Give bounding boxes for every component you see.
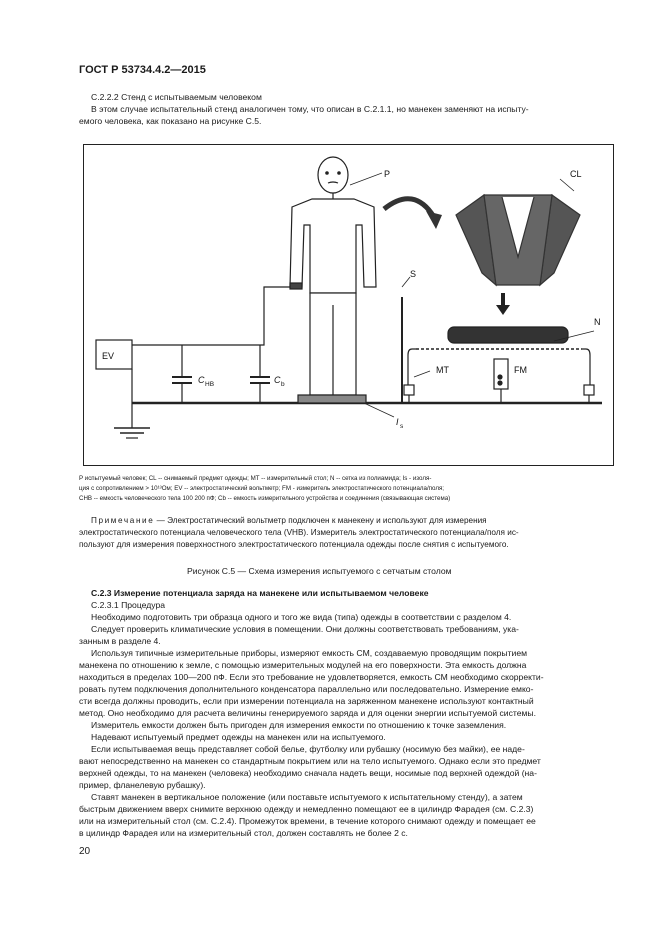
para-5-line-1: Надевают испытуемый предмет одежды на манекен или на испытуемого. — [91, 732, 386, 742]
label-chb-sub: HB — [205, 381, 215, 388]
para-7-line-4: в цилиндр Фарадея или на измерительный стол, должен составлять не более 2 с. — [79, 828, 408, 838]
label-is: I — [396, 417, 399, 427]
para-3-line-2: манекена по отношению к земле, с помощью измерительных модулей на его поверхности. Эта емкость должна — [79, 660, 527, 670]
figure-legend-line-3: CHB -- емкость человеческого тела 100 200 пФ; Cb -- емкость измерительного устройства и соединения (связывающая система) — [79, 495, 451, 502]
para-7-line-2: быстрым движением вверх снимите верхнюю одежду и немедленно помещают ее в цилиндр Фарадея (см. С.2.3) — [79, 804, 534, 814]
para-3-line-6: метод. Оно необходимо для расчета величины генерируемого заряда и для оценки энергии испытуемой системы. — [79, 708, 536, 718]
figure-caption: Рисунок С.5 — Схема измерения испытуемого с сетчатым столом — [187, 566, 452, 576]
para-6-line-1: Если испытываемая вещь представляет собой белье, футболку или рубашку (носимую без майки), ее наде- — [91, 744, 525, 754]
figure-legend-line-2: ция с сопротивлением > 10¹³Ом; EV -- электростатический вольтметр; FM - измеритель электростатического потенциала/поля; — [79, 485, 445, 492]
label-is-sub: s — [400, 423, 404, 430]
section-c222-line-2: емого человека, как показано на рисунке С.5. — [79, 116, 262, 126]
section-c222-title: С.2.2.2 Стенд с испытываемым человеком — [91, 92, 262, 102]
para-7-line-3: или на измерительный стол (см. С.2.4). Промежуток времени, в течение которого снимают одежду и помещает ее — [79, 816, 536, 826]
para-6-line-3: верхней одежды, то на манекен (человека) необходимо сначала надеть вещи, носимые под верхней одеждой (на- — [79, 768, 537, 778]
label-cb: C — [274, 375, 281, 385]
figure-c5-diagram — [84, 145, 615, 467]
figure-c5 — [83, 144, 614, 466]
note-line-1 — [91, 515, 487, 527]
section-c23-title: С.2.3 Измерение потенциала заряда на манекене или испытываемом человеке — [91, 588, 429, 598]
label-fm: FM — [514, 365, 527, 375]
para-1-line-1: Необходимо подготовить три образца одного и того же вида (типа) одежды в соответствии с разделом 4. — [91, 612, 512, 622]
garment — [456, 195, 580, 285]
para-6-line-4: пример, фланелевую рубашку). — [79, 780, 206, 790]
para-3-line-4: ровать путем подключения дополнительного конденсатора параллельно или последовательно. Измерение емко- — [79, 684, 534, 694]
para-2-line-1: Следует проверить климатические условия в помещении. Они должны соответствовать требованиям, ука- — [91, 624, 519, 634]
para-7-line-1: Ставят манекен в вертикальное положение (или поставьте испытуемого к испытательному стенду), а затем — [91, 792, 523, 802]
page-number: 20 — [79, 846, 91, 857]
figure-legend-line-1: P испытуемый человек; CL -- снимаемый предмет одежды; MT -- измерительный стол; N -- сетка из полиамида; Is - изоля- — [79, 475, 432, 482]
label-p: P — [384, 169, 391, 179]
document-id: ГОСТ Р 53734.4.2—2015 — [79, 64, 206, 76]
label-ev: EV — [102, 351, 115, 361]
para-3-line-3: находиться в пределах 100—200 пФ. Если это требование не удовлетворяется, емкость CM необходимо скорректи- — [79, 672, 544, 682]
label-cb-sub: b — [281, 381, 285, 388]
note-line-3: пользуют для измерения поверхностного электростатического потенциала одежды после снятия с испытуемого. — [79, 540, 509, 549]
para-4-line-1: Измеритель емкости должен быть пригоден для измерения емкости по отношению к точке заземления. — [91, 720, 507, 730]
para-3-line-5: сти всегда должны проводить, если при измерении потенциала на заряженном манекене используют контактный — [79, 696, 534, 706]
note-line-2: электростатического потенциала человеческого тела (VHB). Измеритель электростатического потенциала/поля ис- — [79, 528, 519, 537]
person-figure — [290, 157, 376, 403]
note-lead: Примечание — [91, 516, 155, 525]
section-c222-line-1: В этом случае испытательный стенд аналогичен тому, что описан в С.2.1.1, но манекен заменяют на испыту- — [91, 104, 529, 114]
label-chb: C — [198, 375, 205, 385]
label-mt: MT — [436, 365, 449, 375]
label-s: S — [410, 269, 417, 279]
para-3-line-1: Используя типичные измерительные приборы, измеряют емкость CM, создаваемую проводящим покрытием — [91, 648, 528, 658]
note-line-1-text: — Электростатический вольтметр подключен к манекену и используют для измерения — [154, 516, 487, 525]
label-cl: CL — [570, 169, 582, 179]
mesh-net — [448, 327, 568, 343]
para-2-line-2: занным в разделе 4. — [79, 636, 161, 646]
label-n: N — [594, 317, 601, 327]
section-c231-title: С.2.3.1 Процедура — [91, 600, 166, 610]
para-6-line-2: вают непосредственно на манекен со стандартным покрытием или на тело испытуемого. Однако если это предмет — [79, 756, 541, 766]
